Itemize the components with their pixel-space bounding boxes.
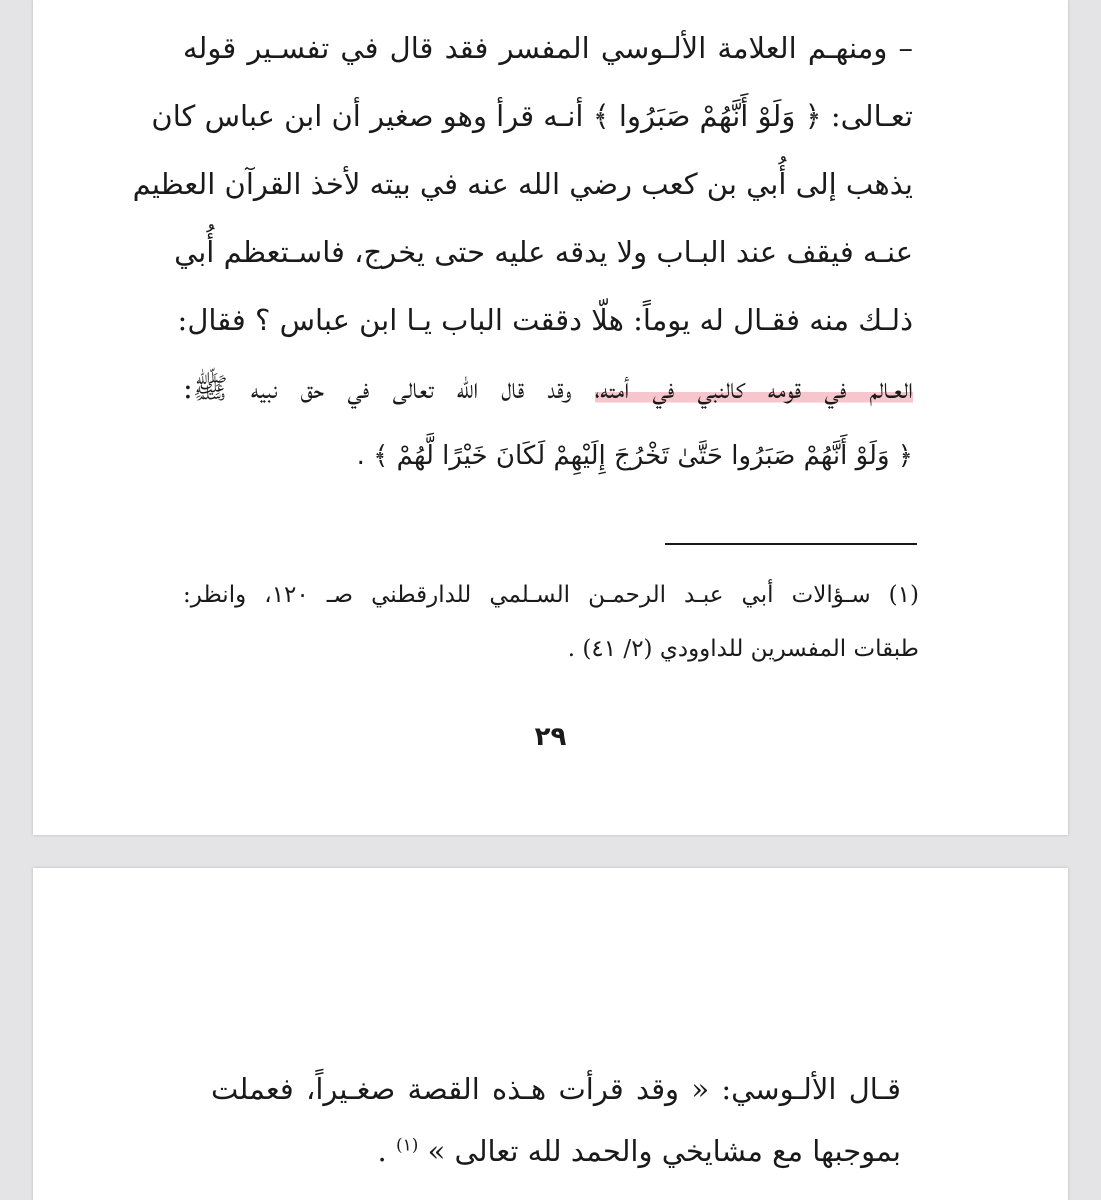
page-number: ٢٩	[534, 722, 567, 752]
main-text-block	[132, 14, 913, 490]
footnote-line-1: (١) سـؤالات أبي عبـد الرحمـن السـلمي للدارقطني صـ ١٢٠، وانظر:	[183, 582, 919, 608]
text-line-1: قـال الألـوسي: « وقد قرأت هـذه القصة صغـيراً، فعملت	[211, 1072, 901, 1106]
quran-verse-line: ﴿ وَلَوْ أَنَّهُمْ صَبَرُوا حَتَّىٰ تَخْرُجَ إِلَيْهِمْ لَكَانَ خَيْرًا لَّهُمْ ﴾ .	[356, 441, 913, 471]
footnote-divider	[665, 543, 917, 545]
text-line-3: يذهب إلى أُبي بن كعب رضي الله عنه في بيته لأخذ القرآن العظيم	[132, 167, 913, 201]
top-margin	[211, 868, 901, 1058]
page-30	[33, 868, 1068, 1200]
text-line-1: – ومنهـم العلامة الألـوسي المفسر فقد قال في تفسـير قوله	[183, 31, 913, 65]
main-text-block-2	[211, 868, 901, 1182]
text-line-4: عنـه فيقف عند البـاب ولا يدقه عليه حتى يخرج، فاسـتعظم أُبي	[174, 235, 913, 269]
text-line-5: ذلـك منه فقـال له يوماً: هلّا دققت الباب يـا ابن عباس ؟ فقال:	[177, 303, 913, 337]
text-line-6-rest: وقد قال الله تعالى في حق نبيه ﷺ:	[183, 371, 595, 405]
footnote-reference[interactable]: (١)	[395, 1135, 419, 1156]
text-line-2	[211, 1120, 901, 1182]
footnote-line-2: طبقات المفسرين للداوودي (٢/ ٤١) .	[567, 636, 919, 662]
text-line-6	[183, 354, 913, 422]
footnote	[183, 568, 919, 676]
text-line-2-body: بموجبها مع مشايخي والحمد لله تعالى »	[427, 1134, 901, 1168]
text-line-2-end: .	[377, 1134, 396, 1168]
page-29	[33, 0, 1068, 835]
highlighted-text[interactable]: العـالم في قومه كالنبي في أمته،	[594, 371, 913, 405]
text-line-2: تعـالى: ﴿ وَلَوْ أَنَّهُمْ صَبَرُوا ﴾ أنـه قرأ وهو صغير أن ابن عباس كان	[151, 99, 913, 133]
